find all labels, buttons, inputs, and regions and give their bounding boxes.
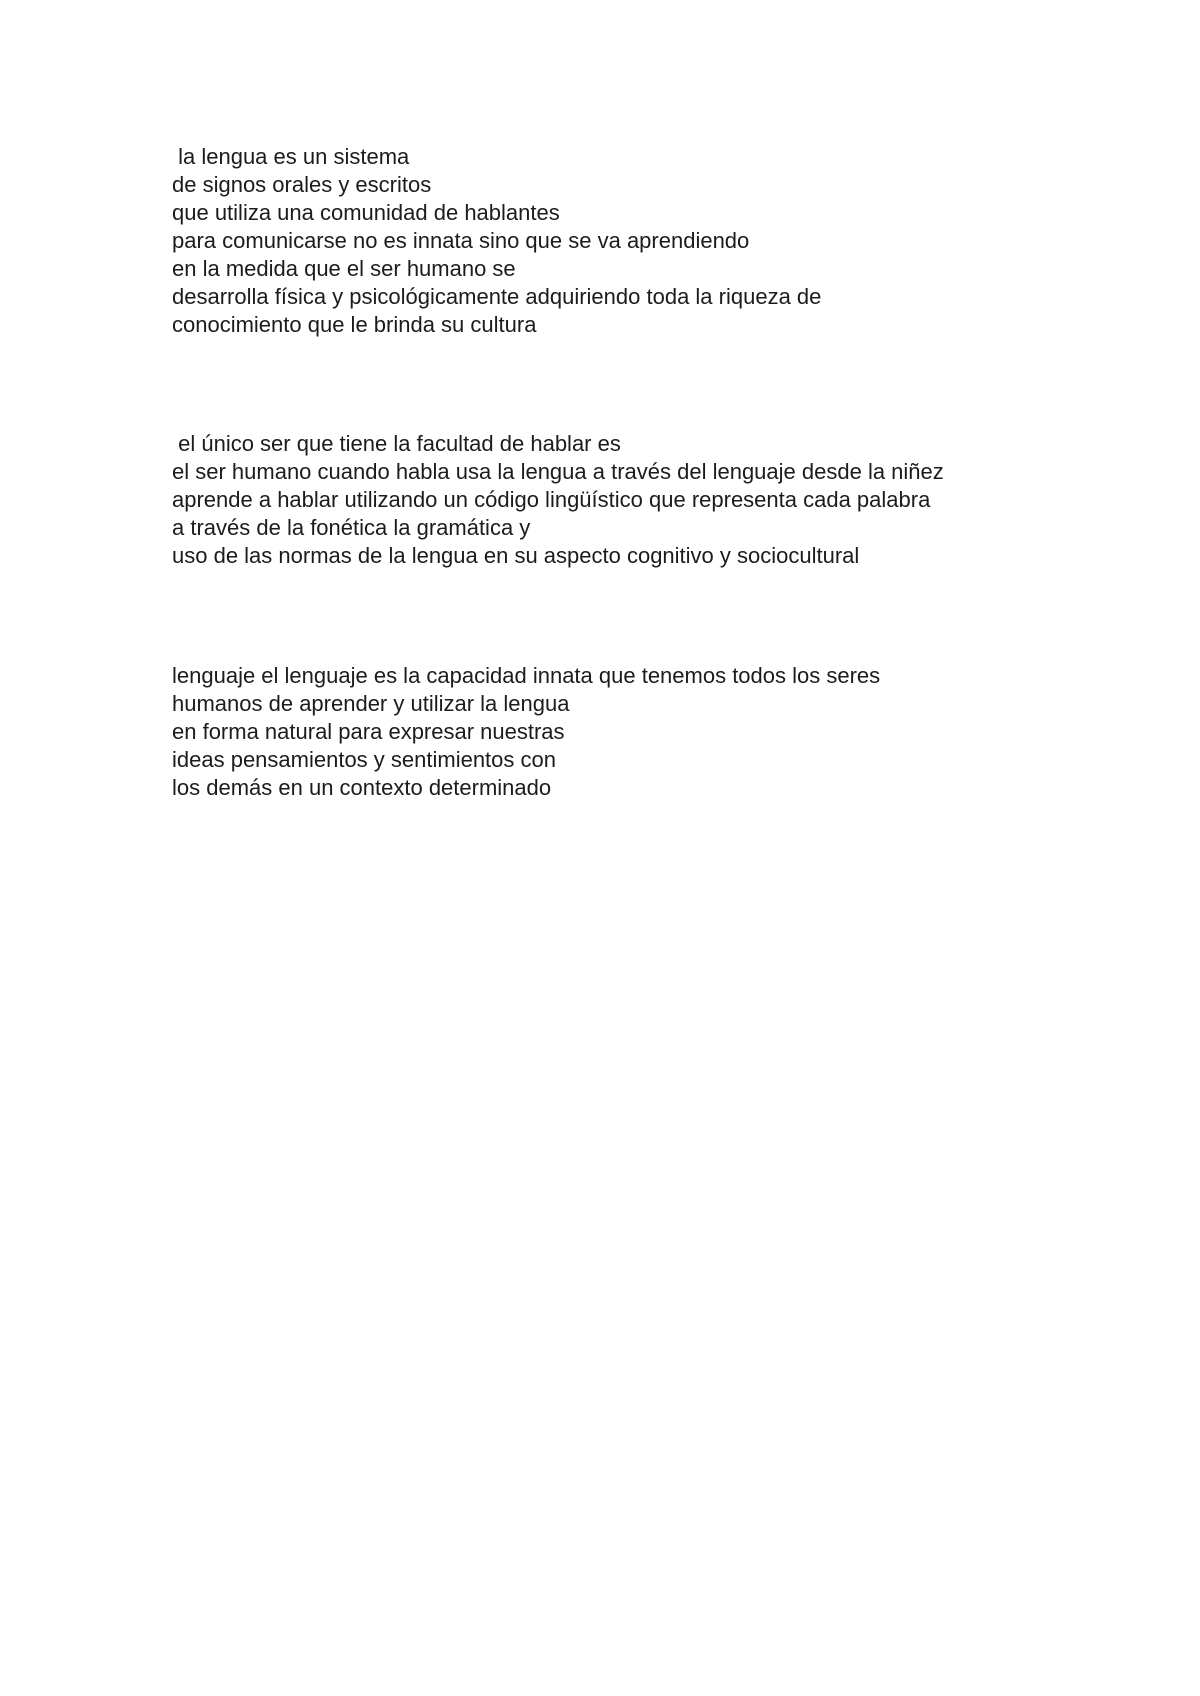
text-line: humanos de aprender y utilizar la lengua (172, 691, 570, 716)
text-line: desarrolla física y psicológicamente adquiriendo toda la riqueza de (172, 284, 822, 309)
text-line: el ser humano cuando habla usa la lengua a través del lenguaje desde la niñez (172, 459, 944, 484)
text-line: aprende a hablar utilizando un código lingüístico que representa cada palabra (172, 487, 931, 512)
text-line: ideas pensamientos y sentimientos con (172, 747, 556, 772)
text-line: que utiliza una comunidad de hablantes (172, 200, 560, 225)
text-line: el único ser que tiene la facultad de hablar es (172, 431, 621, 456)
text-line: uso de las normas de la lengua en su aspecto cognitivo y sociocultural (172, 543, 860, 568)
text-line: de signos orales y escritos (172, 172, 432, 197)
text-line: en la medida que el ser humano se (172, 256, 516, 281)
text-line: la lengua es un sistema (172, 144, 410, 169)
paragraph-lenguaje (172, 662, 1132, 802)
text-line: conocimiento que le brinda su cultura (172, 312, 537, 337)
text-line: lenguaje el lenguaje es la capacidad innata que tenemos todos los seres (172, 663, 881, 688)
text-line: a través de la fonética la gramática y (172, 515, 531, 540)
text-line: los demás en un contexto determinado (172, 775, 552, 800)
paragraph-habla (172, 430, 1132, 570)
text-line: en forma natural para expresar nuestras (172, 719, 565, 744)
paragraph-lengua (172, 143, 1132, 339)
text-line: para comunicarse no es innata sino que se va aprendiendo (172, 228, 750, 253)
